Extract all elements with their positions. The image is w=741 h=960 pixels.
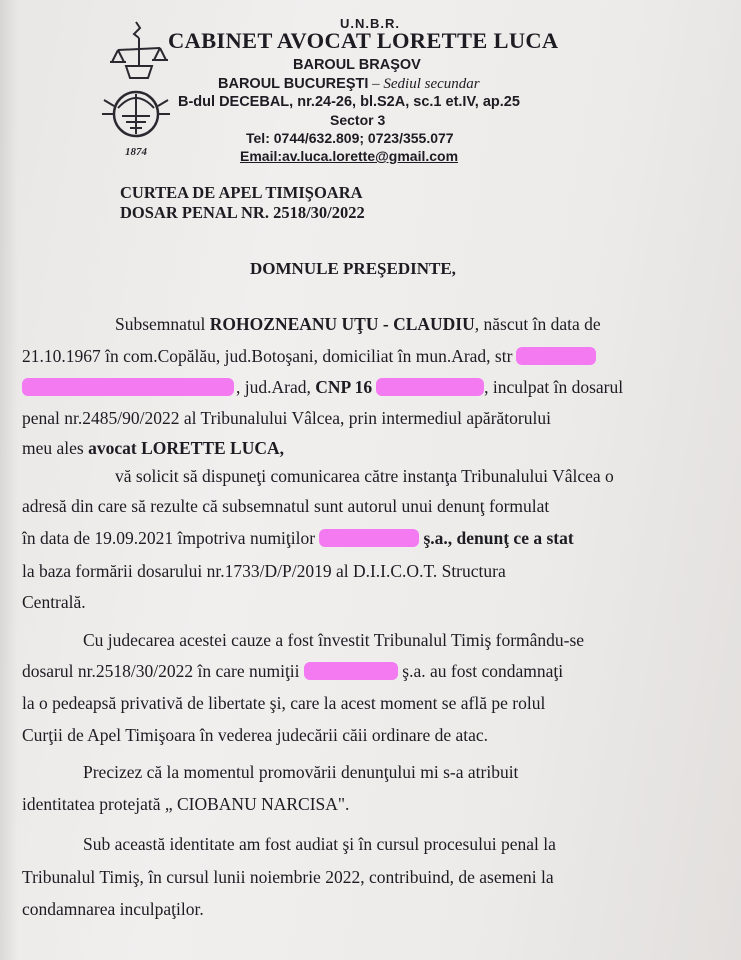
body-line — [22, 899, 204, 920]
body-line — [22, 725, 488, 746]
text-run: , născut în data de — [474, 314, 601, 334]
bar-seal-logo — [96, 18, 176, 163]
body-line — [22, 496, 549, 517]
office-phone: Tel: 0744/632.809; 0723/355.077 — [246, 130, 454, 146]
body-line — [22, 438, 284, 459]
body-line — [115, 314, 601, 335]
redaction-mark — [304, 662, 398, 680]
body-line — [22, 794, 349, 815]
text-run: , jud.Arad, — [236, 377, 316, 397]
bar-brasov: BAROUL BRAŞOV — [293, 57, 421, 73]
text-run: vă solicit să dispuneţi comunicarea către instanţa Tribunalului Vâlcea o — [115, 466, 614, 486]
redaction-mark — [22, 378, 234, 396]
body-line — [22, 693, 545, 714]
bar-bucuresti-line — [218, 76, 480, 93]
redaction-mark — [319, 529, 419, 547]
text-run: Cu judecarea acestei cauze a fost învestit Tribunalul Timiş formându-se — [83, 630, 585, 650]
text-run: penal nr.2485/90/2022 al Tribunalului Vâlcea, prin intermediul apărătorului — [22, 408, 551, 428]
text-run: , denunţ ce a stat — [447, 528, 574, 548]
text-run: Tribunalul Timiş, în cursul lunii noiembrie 2022, contribuind, de asemeni la — [22, 867, 554, 887]
body-line — [22, 377, 623, 398]
text-run: la baza formării dosarului nr.1733/D/P/2019 al D.I.I.C.O.T. Structura — [22, 561, 506, 581]
text-run: 21.10.1967 în com.Copălău, jud.Botoşani, domiciliat în mun.Arad, str — [22, 346, 513, 366]
case-file-number: DOSAR PENAL NR. 2518/30/2022 — [120, 203, 365, 222]
text-run: Precizez că la momentul promovării denunţului mi s-a atribuit — [83, 762, 519, 782]
body-line — [22, 528, 574, 549]
redaction-mark — [376, 378, 484, 396]
lawyer-name: avocat LORETTE LUCA, — [88, 438, 285, 458]
text-run: , inculpat în dosarul — [484, 377, 624, 397]
body-line — [22, 346, 596, 367]
text-run: la o pedeapsă privativă de libertate şi, care la acest moment se află pe rolul — [22, 693, 546, 713]
bar-bucuresti: BAROUL BUCUREŞTI — [218, 76, 369, 92]
unbr-heading: U.N.B.R. — [340, 16, 400, 31]
text-run: condamnarea inculpaţilor. — [22, 899, 204, 919]
text-run: ş.a. au fost condamnaţi — [397, 661, 564, 681]
firm-name: CABINET AVOCAT LORETTE LUCA — [168, 28, 559, 53]
salutation: DOMNULE PREŞEDINTE, — [250, 259, 456, 278]
body-line — [22, 661, 563, 682]
text-run: Subsemnatul — [115, 314, 210, 334]
defendant-name: ROHOZNEANU UŢU - CLAUDIU — [209, 314, 475, 334]
text-run: meu ales — [22, 438, 89, 458]
secondary-office-label: – Sediul secundar — [368, 76, 480, 92]
body-line — [22, 592, 86, 613]
office-address: B-dul DECEBAL, nr.24-26, bl.S2A, sc.1 et.IV, ap.25 — [178, 94, 520, 110]
page-shadow — [0, 0, 18, 960]
court-name: CURTEA DE APEL TIMIŞOARA — [120, 183, 363, 202]
office-sector: Sector 3 — [330, 112, 386, 128]
text-run: Sub această identitate am fost audiat şi în cursul procesului penal la — [83, 834, 556, 854]
text-run: Curţii de Apel Timişoara în vederea judecării căii ordinare de atac. — [22, 725, 489, 745]
redaction-mark — [516, 347, 596, 365]
seal-year: 1874 — [125, 146, 147, 158]
text-run: Centrală. — [22, 592, 86, 612]
text-run: identitatea protejată „ CIOBANU NARCISA". — [22, 794, 350, 814]
body-line — [22, 408, 551, 429]
body-line — [83, 630, 584, 651]
body-line — [115, 466, 614, 487]
text-run: ş.a. — [423, 528, 448, 548]
cnp-label: CNP 16 — [315, 377, 373, 397]
text-run: dosarul nr.2518/30/2022 în care numiţii — [22, 661, 304, 681]
text-run: adresă din care să rezulte că subsemnatul sunt autorul unui denunţ formulat — [22, 496, 550, 516]
office-email: Email:av.luca.lorette@gmail.com — [240, 148, 459, 164]
body-line — [83, 834, 556, 855]
text-run: în data de 19.09.2021 împotriva numiţilor — [22, 528, 320, 548]
body-line — [22, 867, 554, 888]
body-line — [83, 762, 518, 783]
body-line — [22, 561, 506, 582]
